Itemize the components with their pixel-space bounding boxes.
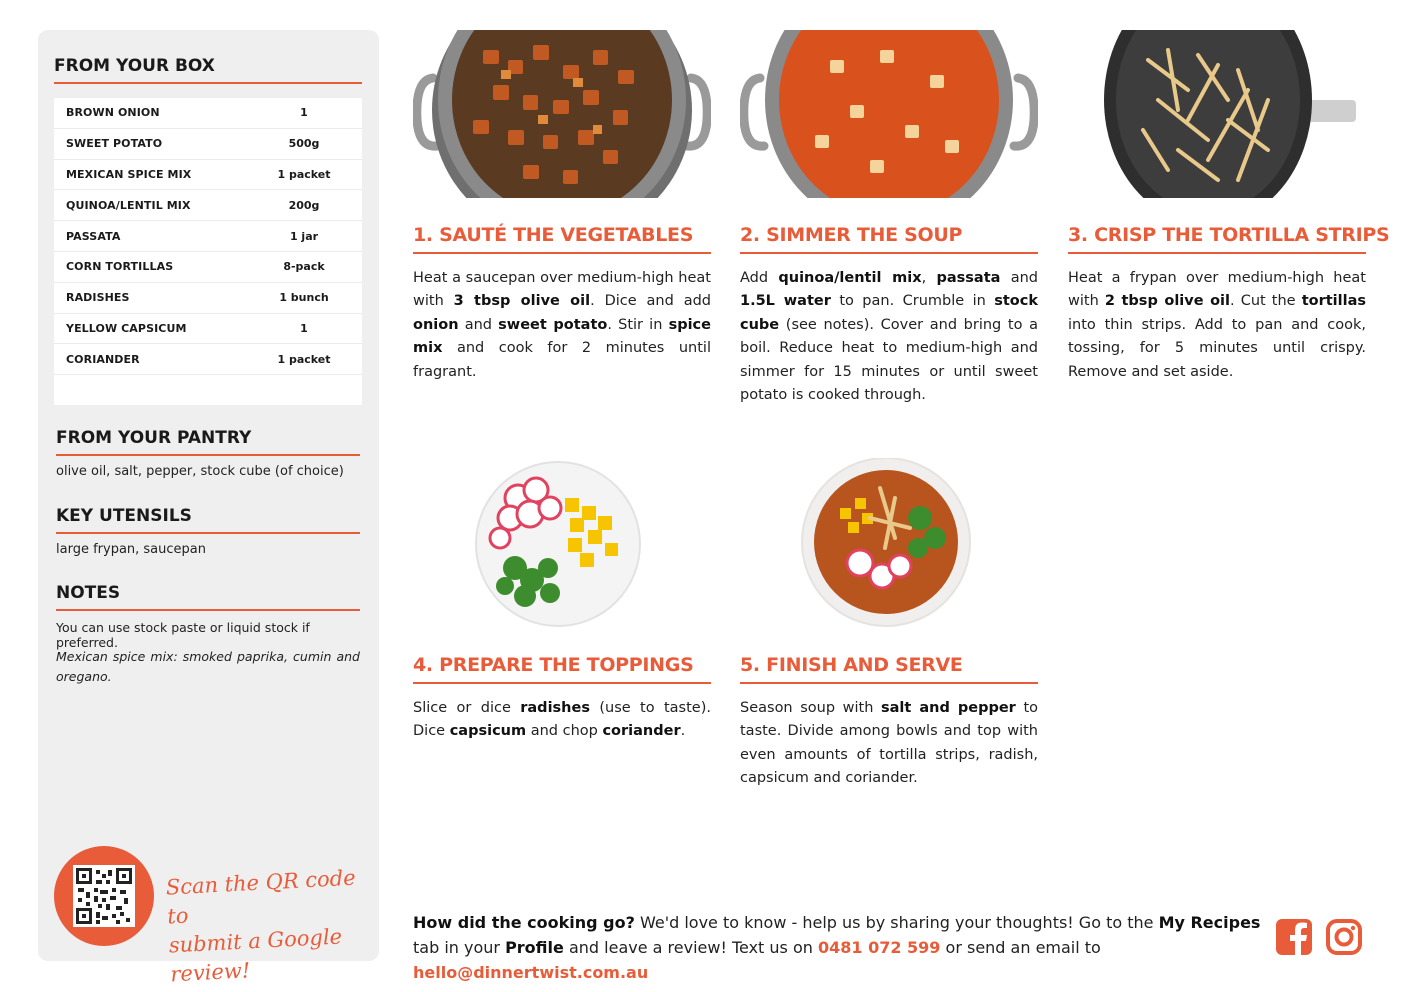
ingredient-name: QUINOA/LENTIL MIX [66,198,191,212]
ingredient-row [54,314,362,345]
step-text-segment: and [458,316,499,333]
ingredient-qty: 1 [300,106,308,120]
contact-link[interactable]: hello@dinnertwist.com.au [413,963,649,982]
step-3-text [1068,267,1366,384]
ingredient-row [54,129,362,160]
prepare-toppings-image [470,458,646,630]
notes-title: NOTES [56,583,360,611]
step-1-title: 1. SAUTÉ THE VEGETABLES [413,224,711,254]
notes-text-1: You can use stock paste or liquid stock if preferred. [56,620,310,650]
ingredient-row [54,283,362,314]
step-text-segment: and [1000,270,1038,286]
ingredient-highlight: coriander [602,723,681,740]
step-2-title: 2. SIMMER THE SOUP [740,224,1038,254]
ingredients-table [54,98,362,405]
footer-bold: Profile [505,938,564,957]
ingredient-name: CORN TORTILLAS [66,260,174,274]
ingredient-qty: 200g [288,198,320,212]
ingredient-row [54,190,362,221]
facebook-icon[interactable] [1275,918,1313,956]
crisp-tortilla-image [1068,30,1366,198]
qr-code-icon [73,865,135,927]
footer-text: tab in your [413,938,506,957]
step-2-text [740,267,1038,407]
ingredient-qty: 1 [300,321,308,335]
step-3-title: 3. CRISP THE TORTILLA STRIPS [1068,224,1366,254]
pantry-text: olive oil, salt, pepper, stock cube (of choice) [56,464,344,479]
ingredient-name: YELLOW CAPSICUM [66,321,187,335]
ingredient-highlight: capsicum [449,723,527,740]
ingredient-row [54,98,362,129]
footer-bold: How did the cooking go? [413,913,635,932]
step-text-segment: . Cut the [1230,293,1302,310]
step-5-text [740,697,1038,791]
contact-link[interactable]: 0481 072 599 [817,938,941,957]
ingredient-qty: 1 packet [277,167,331,181]
step-text-segment: Season soup with [740,700,881,716]
ingredient-highlight: radishes [520,700,590,716]
footer-text: or send an email to [940,938,1101,957]
ingredient-highlight: 3 tbsp olive oil [453,293,591,310]
step-text-segment: Add [740,270,779,286]
ingredient-row [54,160,362,191]
ingredient-highlight: sweet potato [498,316,608,333]
footer-text: and leave a review! Text us on [563,938,818,957]
step-text-segment: to pan. Crumble in [830,293,995,310]
ingredient-name: MEXICAN SPICE MIX [66,167,192,181]
ingredient-qty: 500g [288,137,320,151]
ingredient-row [54,252,362,283]
footer-text: We'd love to know - help us by sharing your thoughts! Go to the [634,913,1159,932]
ingredient-highlight: salt and pepper [881,700,1016,716]
ingredient-row [54,221,362,252]
pantry-title: FROM YOUR PANTRY [56,428,360,456]
step-text-segment: , [921,270,937,286]
step-text-segment: to taste. Divide among bowls and top with even amounts of tortilla strips, radish, capsicum and coriander. [740,700,1038,787]
instagram-icon[interactable] [1325,918,1363,956]
simmer-soup-image [740,30,1038,198]
finish-serve-image [800,458,976,630]
step-text-segment: and chop [526,723,603,740]
step-text-segment: Heat a saucepan over medium-high heat with [413,270,711,310]
saute-vegetables-image [413,30,711,198]
ingredient-qty: 1 bunch [279,291,329,305]
step-4-text [413,697,711,744]
qr-caption-line-2: submit a Google review! [168,924,343,987]
step-1-text [413,267,711,384]
step-4-title: 4. PREPARE THE TOPPINGS [413,654,711,684]
ingredient-highlight: 1.5L water [740,293,831,310]
step-text-segment: . Stir in [607,316,669,333]
step-text-segment: (see notes). Cover and bring to a boil. Reduce heat to medium-high and simmer for 15 minutes or until sweet potato is cooked through. [740,316,1038,404]
step-text-segment: and cook for 2 minutes until fragrant. [413,340,711,380]
utensils-text: large frypan, saucepan [56,542,206,557]
sidebar [38,30,379,987]
qr-caption [165,863,382,990]
feedback-footer [413,910,1263,985]
step-text-segment: Heat a frypan over medium-high heat with [1068,270,1366,310]
ingredient-highlight: stock cube [740,293,1038,333]
footer-bold: My Recipes [1158,913,1261,932]
utensils-title: KEY UTENSILS [56,506,360,534]
ingredient-name: PASSATA [66,229,121,243]
ingredient-qty: 1 jar [289,229,319,243]
step-text-segment: Slice or dice [413,700,521,716]
ingredient-highlight: 2 tbsp olive oil [1104,293,1230,310]
ingredient-highlight: passata [936,270,1001,286]
ingredient-highlight: quinoa/lentil mix [778,270,922,286]
step-text-segment: into thin strips. Add to pan and cook, tossing, for 5 minutes until crispy. Remove and set aside. [1068,316,1366,380]
ingredient-name: BROWN ONION [66,106,160,120]
step-text-segment: . Dice and add [590,293,711,310]
notes-text-2: Mexican spice mix: smoked paprika, cumin and oregano. [56,649,360,684]
ingredient-name: SWEET POTATO [66,137,163,151]
ingredient-highlight: spice mix [413,316,711,357]
qr-badge[interactable] [54,846,154,946]
ingredient-highlight: onion [413,316,459,333]
box-title: FROM YOUR BOX [54,56,362,84]
step-5-title: 5. FINISH AND SERVE [740,654,1038,684]
ingredient-qty: 1 packet [277,352,331,366]
ingredient-highlight: tortillas [1301,293,1367,310]
ingredient-name: RADISHES [66,291,130,305]
ingredient-qty: 8-pack [283,260,325,274]
step-text-segment: . [680,723,686,740]
step-text-segment: (use to taste). Dice [413,700,711,740]
ingredient-row [54,344,362,375]
qr-caption-line-1: Scan the QR code to [165,865,357,929]
ingredient-name: CORIANDER [66,352,140,366]
